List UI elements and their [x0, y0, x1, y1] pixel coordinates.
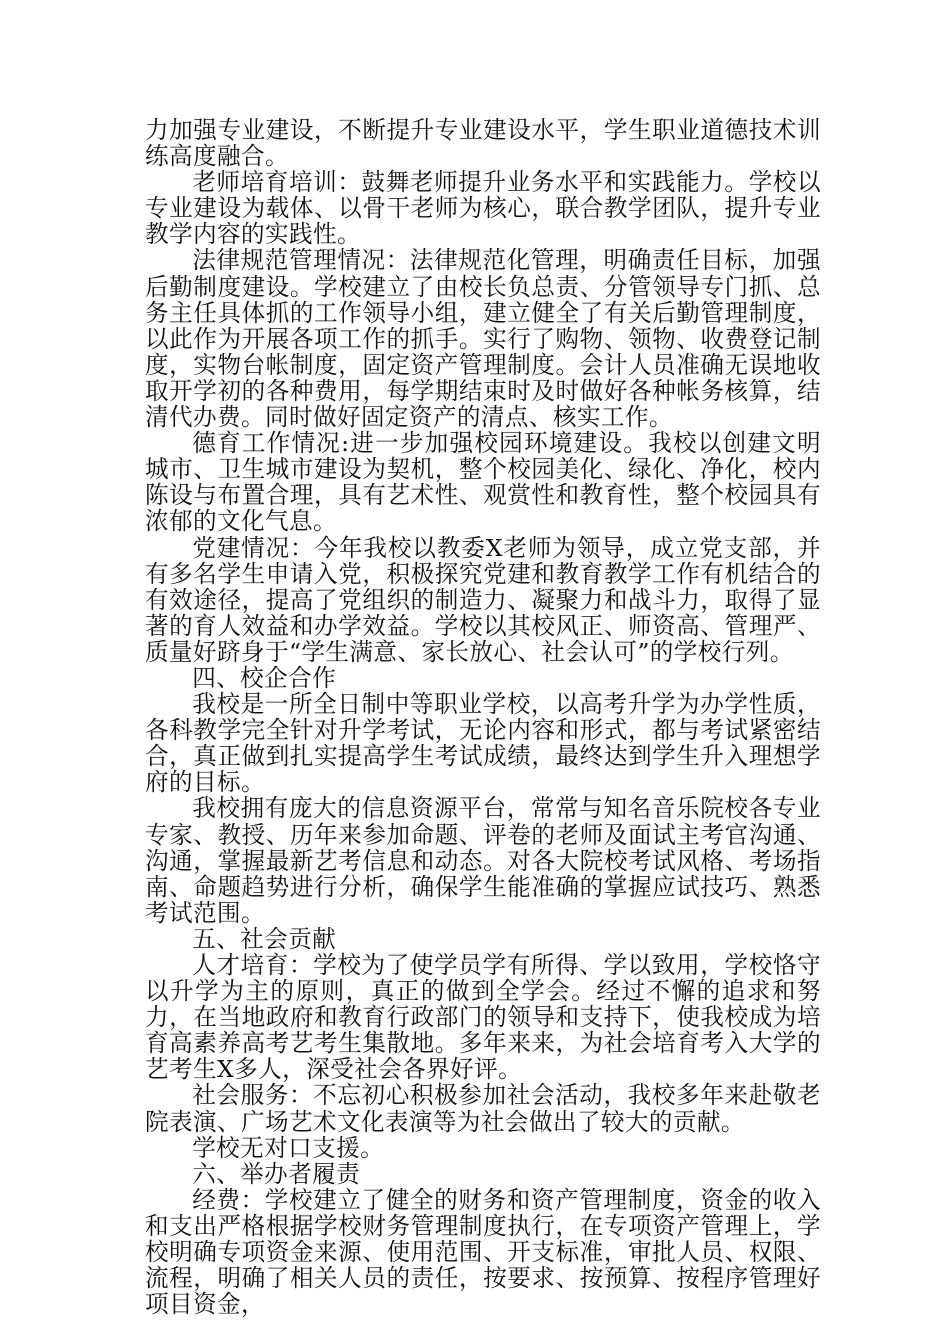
paragraph-information-platform: 我校拥有庞大的信息资源平台，常常与知名音乐院校各专业专家、教授、历年来参加命题、评卷的老师及面试主考官沟通、沟通，掌握最新艺考信息和动态。对各大院校考试风格、考场指南、命题趋势进行分析，确保学生能准确的掌握应试技巧、熟悉考试范围。	[145, 794, 821, 927]
section-heading-social-contribution: 五、社会贡献	[192, 924, 337, 953]
section-heading-school-enterprise: 四、校企合作	[192, 663, 337, 692]
document-page	[145, 117, 821, 1317]
paragraph-no-support: 学校无对口支援。	[192, 1133, 385, 1162]
paragraph-moral-education: 德育工作情况:进一步加强校园环境建设。我校以创建文明城市、卫生城市建设为契机，整个校园美化、绿化、净化，校内陈设与布置合理，具有艺术性、观赏性和教育性，整个校园具有浓郁的文化气息。	[145, 429, 821, 536]
section-heading-sponsor-duties: 六、举办者履责	[192, 1159, 361, 1188]
paragraph-social-service: 社会服务：不忘初心积极参加社会活动，我校多年来赴敬老院表演、广场艺术文化表演等为社会做出了较大的贡献。	[145, 1081, 821, 1136]
paragraph-school-profile: 我校是一所全日制中等职业学校，以高考升学为办学性质，各科教学完全针对升学考试，无论内容和形式，都与考试紧密结合，真正做到扎实提高学生考试成绩，最终达到学生升入理想学府的目标。	[145, 690, 821, 797]
paragraph-legal-management: 法律规范管理情况：法律规范化管理，明确责任目标，加强后勤制度建设。学校建立了由校长负总责、分管领导专门抓、总务主任具体抓的工作领导小组，建立健全了有关后勤管理制度，以此作为开展各项工作的抓手。实行了购物、领物、收费登记制度，实物台帐制度，固定资产管理制度。会计人员准确无误地收取开学初的各种费用，每学期结束时及时做好各种帐务核算，结清代办费。同时做好固定资产的清点、核实工作。	[145, 246, 821, 432]
paragraph-talent-cultivation: 人才培育：学校为了使学员学有所得、学以致用，学校恪守以升学为主的原则，真正的做到全学会。经过不懈的追求和努力，在当地政府和教育行政部门的领导和支持下，使我校成为培育高素养高考艺考生集散地。多年来来，为社会培育考入大学的艺考生X多人，深受社会各界好评。	[145, 951, 821, 1084]
paragraph-teacher-training: 老师培育培训：鼓舞老师提升业务水平和实践能力。学校以专业建设为载体、以骨干老师为核心，联合教学团队，提升专业教学内容的实践性。	[145, 168, 821, 249]
paragraph-party-building: 党建情况：今年我校以教委X老师为领导，成立党支部，并有多名学生申请入党，积极探究党建和教育教学工作有机结合的有效途径，提高了党组织的制造力、凝聚力和战斗力，取得了显著的育人效益和办学效益。学校以其校风正、师资高、管理严、质量好跻身于“学生满意、家长放心、社会认可”的学校行列。	[145, 533, 821, 666]
paragraph-continuation: 力加强专业建设，不断提升专业建设水平，学生职业道德技术训练高度融合。	[145, 116, 821, 171]
paragraph-funding: 经费：学校建立了健全的财务和资产管理制度，资金的收入和支出严格根据学校财务管理制度执行，在专项资产管理上，学校明确专项资金来源、使用范围、开支标准，审批人员、权限、流程，明确了相关人员的责任，按要求、按预算、按程序管理好项目资金，	[145, 1185, 821, 1319]
